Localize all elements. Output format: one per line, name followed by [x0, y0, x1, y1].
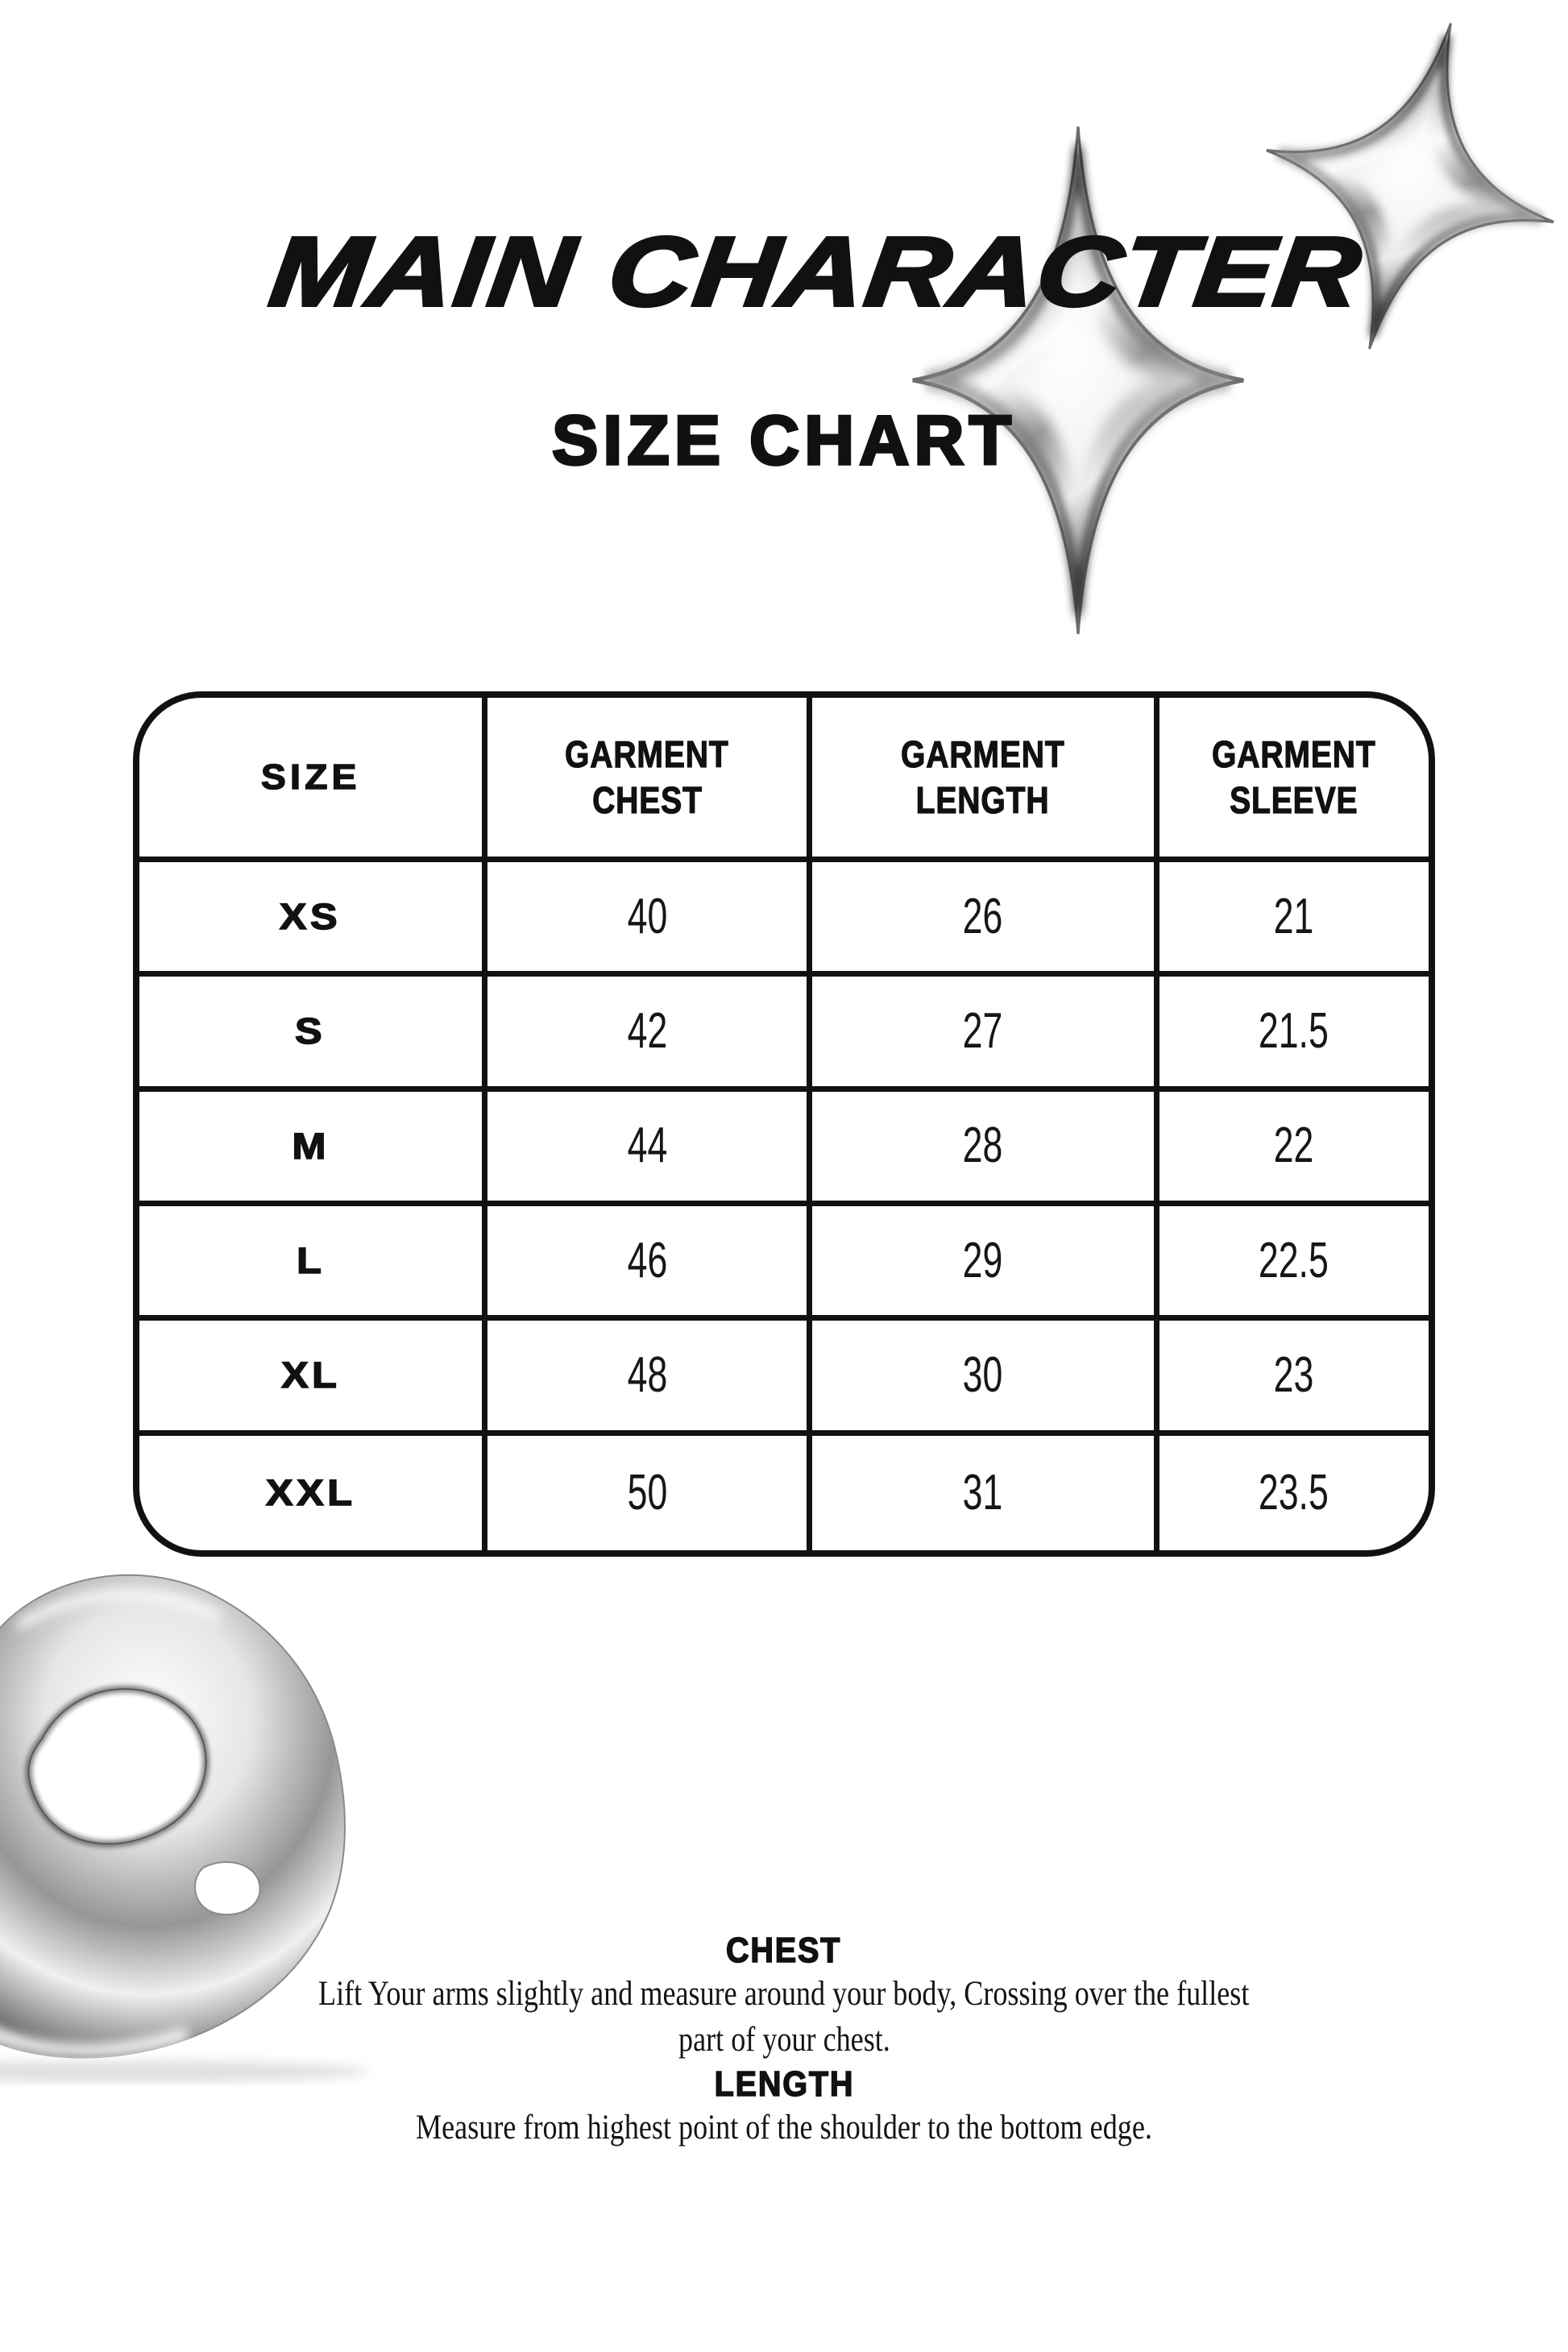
- column-header-sleeve: GARMENT SLEEVE: [1159, 698, 1429, 862]
- length-cell-m: 28: [812, 1092, 1159, 1206]
- length-cell-l: 29: [812, 1206, 1159, 1321]
- chrome-star-icon: [896, 102, 1260, 659]
- size-cell-s: S: [139, 977, 487, 1091]
- chest-cell-xxl: 50: [487, 1436, 812, 1550]
- chrome-star-small-icon: [1208, 0, 1568, 404]
- column-header-label: SIZE: [260, 757, 361, 797]
- size-cell-m: M: [139, 1092, 487, 1206]
- sleeve-cell-xxl: 23.5: [1259, 1464, 1329, 1520]
- length-cell-s: 27: [812, 977, 1159, 1091]
- size-cell-l: L: [139, 1206, 487, 1321]
- chest-cell-xs: 40: [487, 862, 812, 977]
- sleeve-cell-m: 22: [1159, 1092, 1429, 1206]
- chest-cell-xl: 48: [487, 1321, 812, 1435]
- column-header-size: [139, 698, 487, 862]
- length-note-line1: Measure from highest point of the shoulder to the bottom edge.: [416, 2109, 1152, 2147]
- page-title: SIZE CHART: [552, 402, 1016, 479]
- column-header-chest: GARMENT CHEST: [487, 698, 812, 862]
- length-cell-xxl: 31: [812, 1436, 1159, 1550]
- size-table: [133, 691, 1435, 1557]
- chest-cell-m: 44: [487, 1092, 812, 1206]
- chest-note-line2: part of your chest.: [678, 2021, 890, 2059]
- sleeve-cell-l: 22.5: [1159, 1206, 1429, 1321]
- size-cell-xxl: XXL: [139, 1436, 487, 1550]
- chest-note-heading: CHEST: [726, 1931, 842, 1970]
- chest-cell-l: 46: [487, 1206, 812, 1321]
- column-header-length: GARMENT LENGTH: [812, 698, 1159, 862]
- sleeve-cell-s: 21.5: [1159, 977, 1429, 1091]
- brand-title: MAIN CHARACTER: [264, 217, 1368, 326]
- chest-note-line1: Lift Your arms slightly and measure around your body, Crossing over the fullest: [318, 1975, 1250, 2013]
- size-cell-xl: XL: [139, 1321, 487, 1435]
- length-note-heading: LENGTH: [714, 2064, 854, 2104]
- sleeve-cell-xl: 23: [1159, 1321, 1429, 1435]
- chest-cell-s: 42: [487, 977, 812, 1091]
- size-cell-xs: XS: [139, 862, 487, 977]
- sleeve-cell-xs: 21: [1159, 862, 1429, 977]
- length-cell-xs: 26: [812, 862, 1159, 977]
- length-cell-xl: 30: [812, 1321, 1159, 1435]
- measuring-notes: [0, 1931, 1568, 2151]
